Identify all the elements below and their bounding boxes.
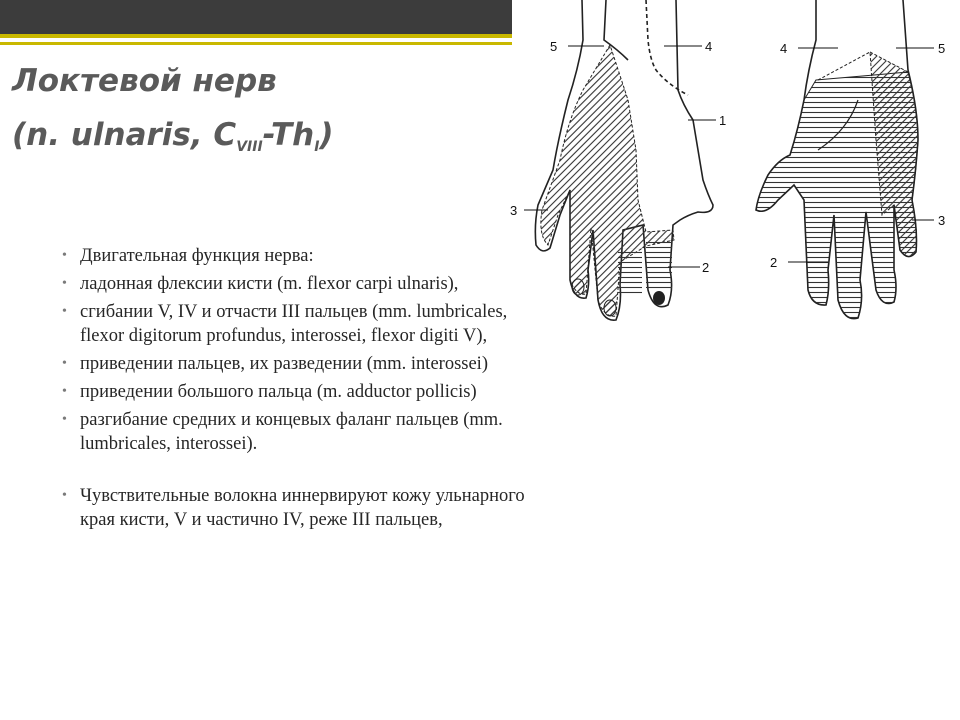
hand-innervation-figure [498,0,960,330]
subtitle-prefix: (n. ulnaris, C [12,117,237,153]
left-fourth-finger-zone [646,238,672,290]
left-third-finger-zone [618,248,642,296]
bullet-item: • ладонная флексии кисти (m. flexor carpi ulnaris), [62,272,547,296]
header-accent-line [0,34,512,38]
bullet-item: • разгибание средних и концевых фаланг пальцев (mm. lumbricales, interossei). [62,408,547,456]
left-label-5: 5 [550,39,558,54]
bullet-item: • сгибании V, IV и отчасти III пальцев (mm. lumbricales, flexor digitorum profundus, interossei, flexor digiti V), [62,300,547,348]
left-nail-4 [604,300,616,316]
header-bar [0,0,512,34]
left-label-1: 1 [719,113,727,128]
hand-diagram [498,0,960,330]
right-label-3: 3 [938,213,946,228]
subtitle-sub-viii: VIII [236,139,263,155]
bullet-item: • приведении пальцев, их разведении (mm. interossei) [62,352,547,376]
subtitle-sub-i: I [314,139,320,155]
right-label-2: 2 [770,255,778,270]
subtitle-suffix: ) [319,117,334,153]
bullet-item: • Двигательная функция нерва: [62,244,547,268]
header-accent-line-2 [0,42,512,45]
left-label-3: 3 [510,203,518,218]
bullet-item: • приведении большого пальца (m. adductor pollicis) [62,380,547,404]
slide-subtitle [12,116,334,166]
right-label-4: 4 [780,41,788,56]
right-label-5: 5 [938,41,946,56]
left-nail-3 [653,291,665,305]
subtitle-mid: -Th [262,117,315,153]
left-label-4: 4 [705,39,713,54]
left-nail-5 [572,279,584,295]
slide-title: Локтевой нерв [12,63,277,99]
bullet-item: • Чувствительные волокна иннервируют кожу ульнарного края кисти, V и частично IV, реже III пальцев, [62,484,547,532]
bullet-list [62,244,547,536]
left-label-2: 2 [702,260,710,275]
